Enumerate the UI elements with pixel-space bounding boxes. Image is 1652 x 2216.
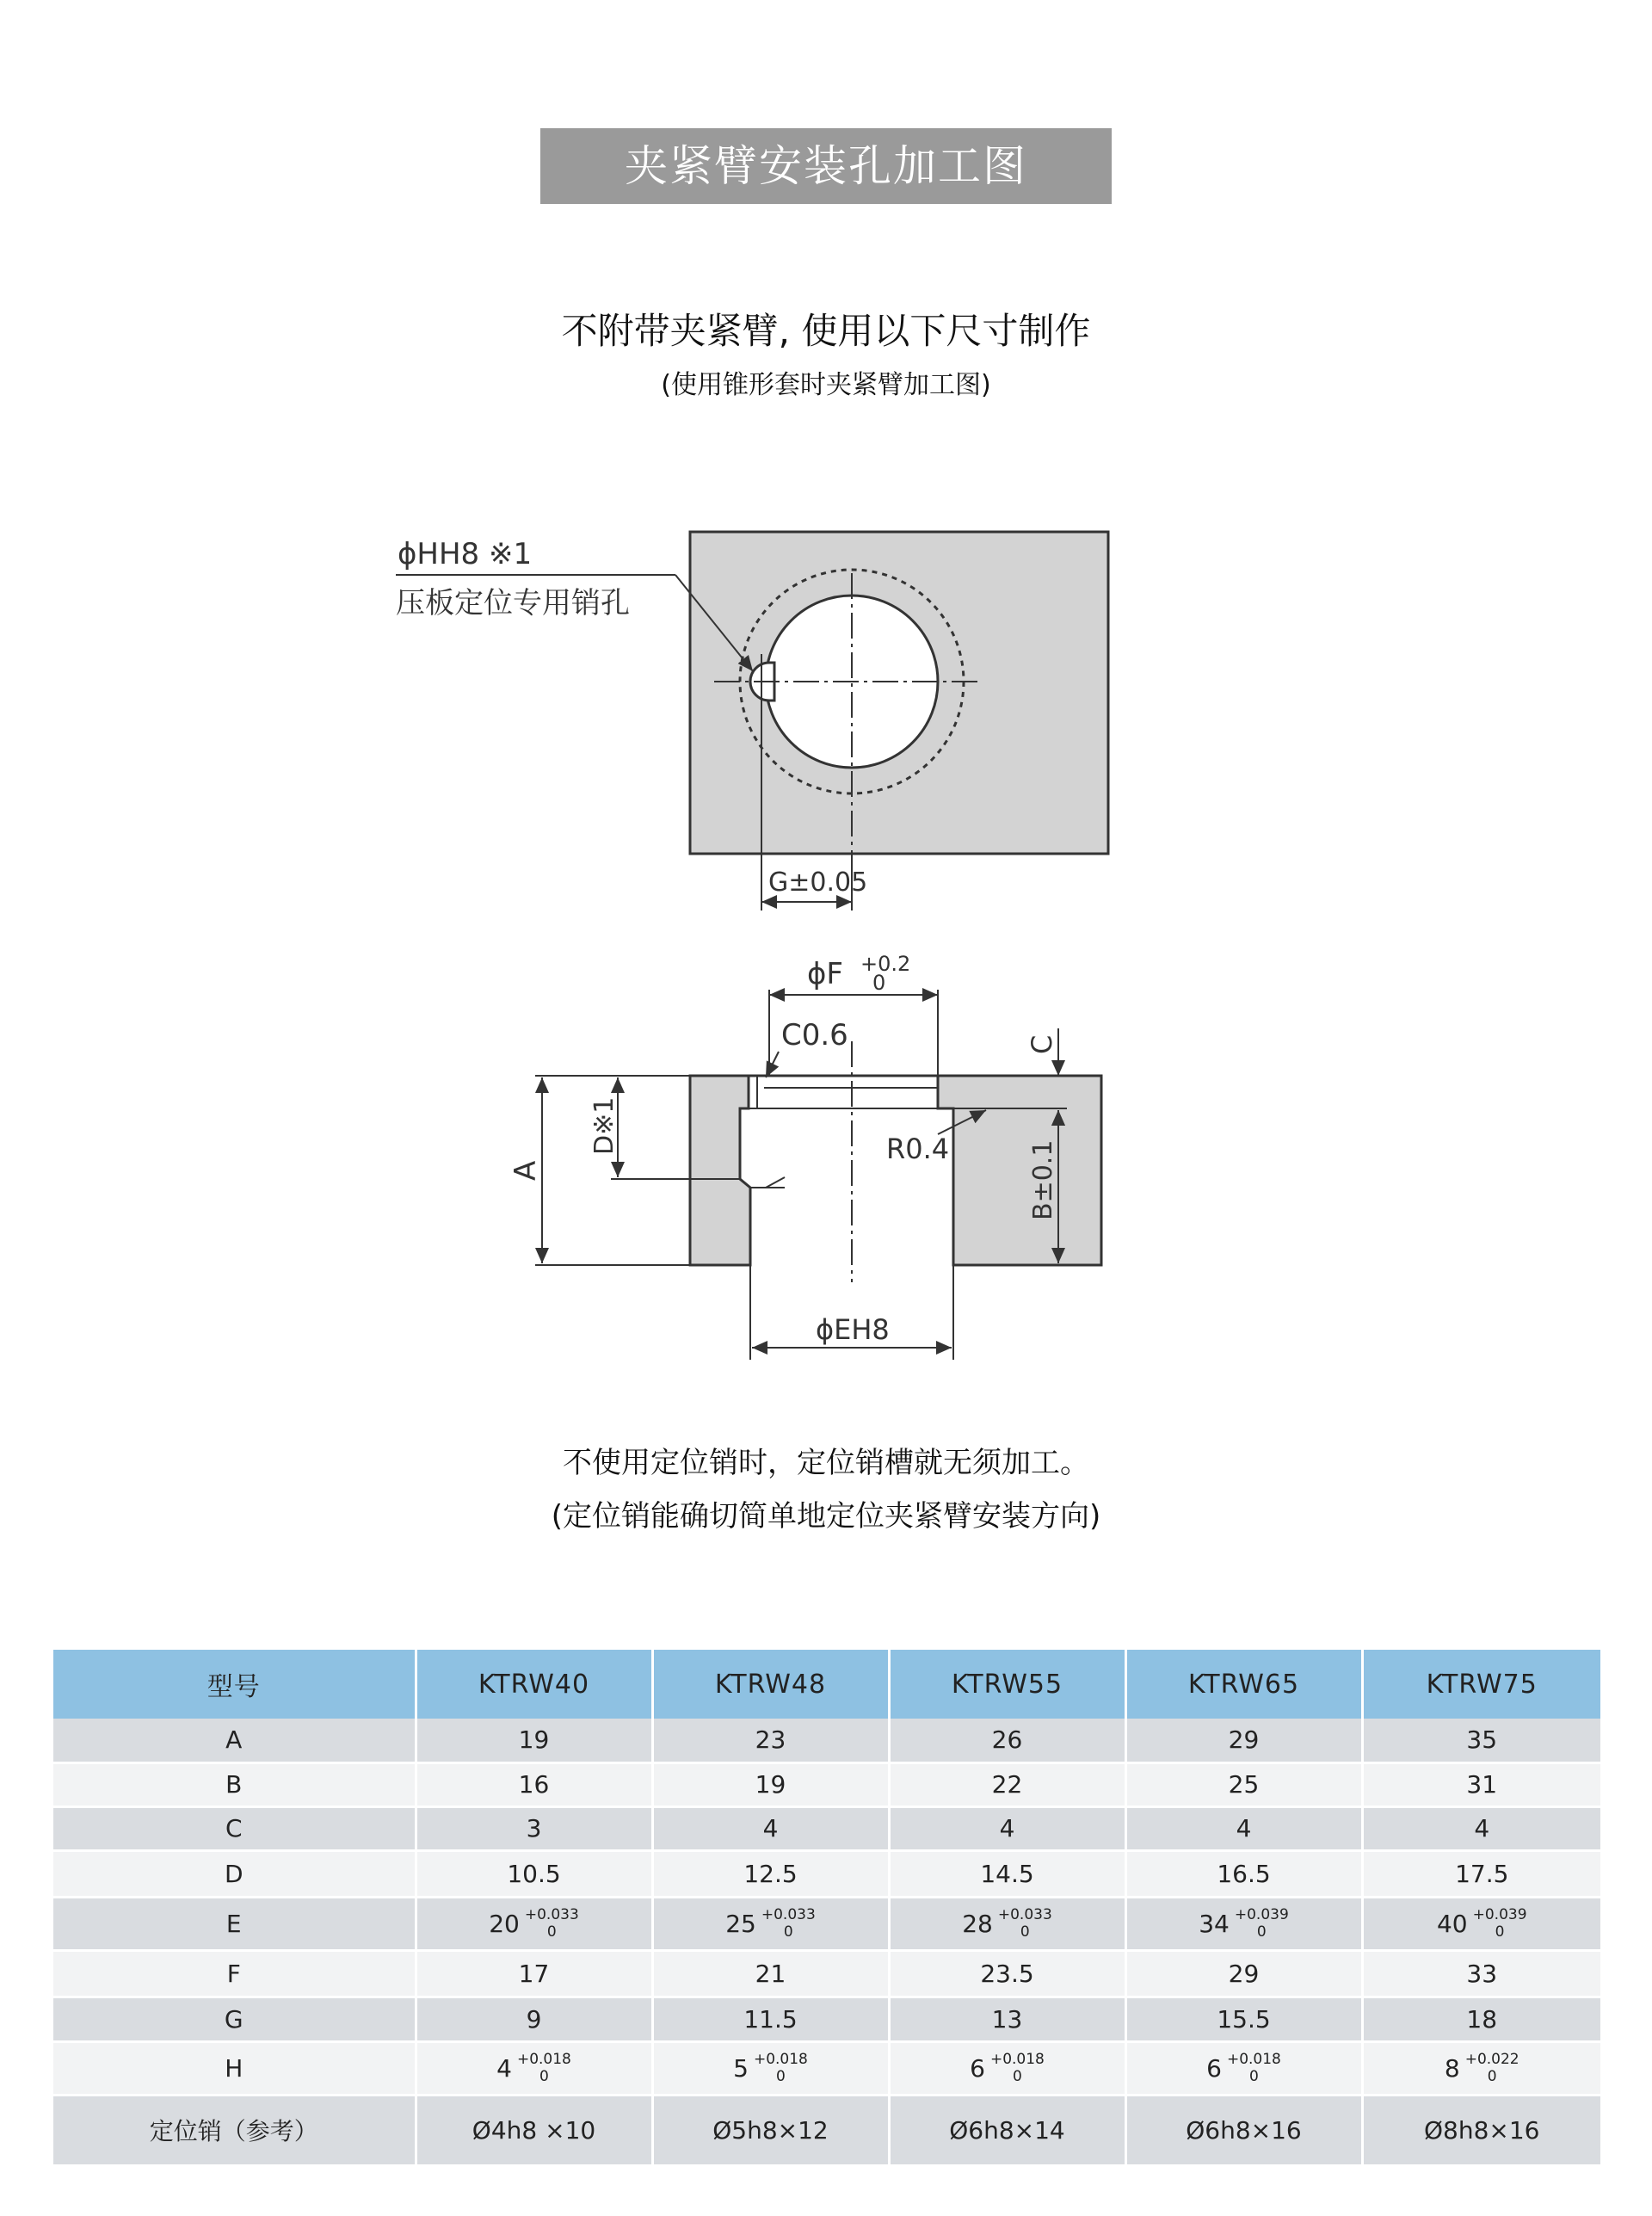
row-label: 定位销（参考） <box>53 2095 416 2165</box>
table-cell: 15.5 <box>1125 1997 1362 2041</box>
table-cell: 6 +0.018 0 <box>889 2041 1125 2095</box>
table-cell: 40 +0.039 0 <box>1362 1897 1600 1950</box>
e-dim-label: ϕEH8 <box>816 1313 890 1346</box>
table-cell: 19 <box>652 1762 889 1806</box>
table-cell: 23 <box>652 1719 889 1762</box>
table-row-d <box>53 1850 1600 1897</box>
row-label: E <box>53 1897 416 1950</box>
table-cell: 20 +0.033 0 <box>416 1897 652 1950</box>
table-cell: 29 <box>1125 1719 1362 1762</box>
table-cell: Ø5h8×12 <box>652 2095 889 2165</box>
pin-hole-label: ϕHH8 ※1 <box>398 537 533 571</box>
dimension-table <box>53 1650 1600 2167</box>
row-label: B <box>53 1762 416 1806</box>
table-cell: 17 <box>416 1950 652 1997</box>
f-dim-label: ϕF <box>807 957 843 991</box>
table-cell: 6 +0.018 0 <box>1125 2041 1362 2095</box>
table-cell: 9 <box>416 1997 652 2041</box>
note-line-1: 不使用定位销时，定位销槽就无须加工。 <box>563 1446 1089 1480</box>
table-cell: 21 <box>652 1950 889 1997</box>
table-cell: 16 <box>416 1762 652 1806</box>
pin-hole-sub-label: 压板定位专用销孔 <box>396 586 630 620</box>
header-model: 型号 <box>53 1650 416 1719</box>
table-cell: 4 <box>1125 1806 1362 1850</box>
table-row-g <box>53 1997 1600 2041</box>
header-ktrw55: KTRW55 <box>889 1650 1125 1719</box>
table-cell: 34 +0.039 0 <box>1125 1897 1362 1950</box>
header-ktrw65: KTRW65 <box>1125 1650 1362 1719</box>
row-label: F <box>53 1950 416 1997</box>
table-cell: Ø6h8×16 <box>1125 2095 1362 2165</box>
table-row-a <box>53 1719 1600 1762</box>
header-ktrw48: KTRW48 <box>652 1650 889 1719</box>
section-left-wall <box>690 1076 750 1265</box>
page-title: 夹紧臂安装孔加工图 <box>540 128 1112 204</box>
radius-label: R0.4 <box>886 1133 950 1165</box>
table-cell: 33 <box>1362 1950 1600 1997</box>
table-cell: 26 <box>889 1719 1125 1762</box>
row-label: H <box>53 2041 416 2095</box>
table-cell: 4 <box>1362 1806 1600 1850</box>
row-label: C <box>53 1806 416 1850</box>
table-cell: 31 <box>1362 1762 1600 1806</box>
b-dim-label: B±0.1 <box>1028 1139 1058 1220</box>
table-cell: 35 <box>1362 1719 1600 1762</box>
f-tol-upper: +0.2 <box>860 952 911 976</box>
table-cell: 14.5 <box>889 1850 1125 1897</box>
table-row-b <box>53 1762 1600 1806</box>
chamfer-leader <box>766 1052 779 1077</box>
table-cell: 18 <box>1362 1997 1600 2041</box>
a-dim-label: A <box>509 1160 543 1181</box>
table-cell: Ø6h8×14 <box>889 2095 1125 2165</box>
row-label: D <box>53 1850 416 1897</box>
header-ktrw40: KTRW40 <box>416 1650 652 1719</box>
g-dim-label: G±0.05 <box>768 867 868 898</box>
table-header-row <box>53 1650 1600 1719</box>
table-cell: 3 <box>416 1806 652 1850</box>
table-cell: 12.5 <box>652 1850 889 1897</box>
chamfer-label: C0.6 <box>781 1018 848 1052</box>
table-cell: 19 <box>416 1719 652 1762</box>
table-cell: 10.5 <box>416 1850 652 1897</box>
table-cell: 23.5 <box>889 1950 1125 1997</box>
table-cell: 17.5 <box>1362 1850 1600 1897</box>
table-cell: 28 +0.033 0 <box>889 1897 1125 1950</box>
table-cell: Ø4h8 ×10 <box>416 2095 652 2165</box>
note-line-2: (定位销能确切简单地定位夹紧臂安装方向) <box>551 1499 1101 1534</box>
table-cell: 4 <box>652 1806 889 1850</box>
row-label: G <box>53 1997 416 2041</box>
c-dim-label: C <box>1026 1034 1058 1054</box>
table-cell: 8 +0.022 0 <box>1362 2041 1600 2095</box>
table-cell: 25 <box>1125 1762 1362 1806</box>
intro-heading: 不附带夹紧臂, 使用以下尺寸制作 <box>561 310 1091 352</box>
d-dim-label: D※1 <box>589 1096 620 1155</box>
row-label: A <box>53 1719 416 1762</box>
table-cell: 29 <box>1125 1950 1362 1997</box>
section-right-wall <box>938 1076 1101 1265</box>
table-row-e <box>53 1897 1600 1950</box>
intro-subheading: (使用锥形套时夹紧臂加工图) <box>661 370 991 400</box>
table-cell: 13 <box>889 1997 1125 2041</box>
table-cell: 4 <box>889 1806 1125 1850</box>
f-tol-lower: 0 <box>872 971 886 995</box>
table-cell: 22 <box>889 1762 1125 1806</box>
table-cell: 16.5 <box>1125 1850 1362 1897</box>
table-cell: 11.5 <box>652 1997 889 2041</box>
table-row-h <box>53 2041 1600 2095</box>
table-cell: 4 +0.018 0 <box>416 2041 652 2095</box>
table-row-c <box>53 1806 1600 1850</box>
header-ktrw75: KTRW75 <box>1362 1650 1600 1719</box>
table-cell: Ø8h8×16 <box>1362 2095 1600 2165</box>
table-cell: 25 +0.033 0 <box>652 1897 889 1950</box>
table-cell: 5 +0.018 0 <box>652 2041 889 2095</box>
table-row-f <box>53 1950 1600 1997</box>
table-row-pin <box>53 2095 1600 2165</box>
